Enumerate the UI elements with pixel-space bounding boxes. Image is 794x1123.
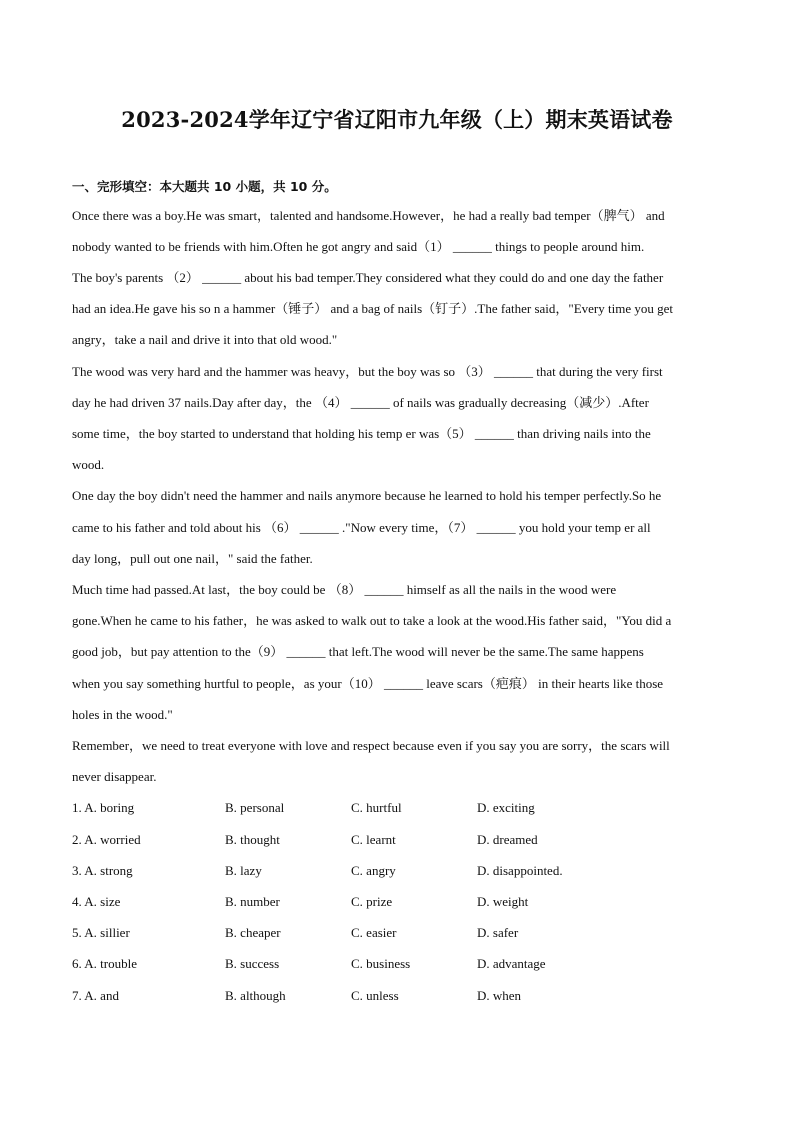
passage-line: holes in the wood.": [72, 707, 173, 722]
option-b: B. thought: [225, 832, 280, 847]
passage-line: day long，pull out one nail，" said the father.: [72, 551, 313, 566]
option-b: B. lazy: [225, 863, 262, 878]
option-c: C. prize: [351, 894, 393, 909]
passage-line: One day the boy didn't need the hammer and nails anymore because he learned to hold his temper perfectly.So he: [72, 488, 662, 503]
option-a: 3. A. strong: [72, 863, 133, 878]
option-c: C. business: [351, 956, 411, 971]
option-c: C. unless: [351, 988, 399, 1003]
question-row: [72, 956, 722, 972]
option-b: B. personal: [225, 800, 285, 815]
passage-line: day he had driven 37 nails.Day after day，the （4） ______ of nails was gradually decreasing（减少）.After: [72, 395, 649, 410]
option-d: D. when: [477, 988, 522, 1003]
option-d: D. safer: [477, 925, 519, 940]
option-a: 5. A. sillier: [72, 925, 130, 940]
option-b: B. success: [225, 956, 280, 971]
option-c: C. hurtful: [351, 800, 402, 815]
option-a: 1. A. boring: [72, 800, 135, 815]
passage-line: some time，the boy started to understand that holding his temp er was（5） ______ than driving nails into the: [72, 426, 651, 441]
question-row: [72, 988, 722, 1004]
option-d: D. disappointed.: [477, 863, 563, 878]
passage-line: when you say something hurtful to people，as your（10） ______ leave scars（疤痕） in their hearts like those: [72, 676, 664, 691]
option-b: B. although: [225, 988, 286, 1003]
option-a: 6. A. trouble: [72, 956, 137, 971]
passage-line: Once there was a boy.He was smart，talented and handsome.However，he had a really bad temper（脾气） and: [72, 208, 665, 223]
question-row: [72, 925, 722, 941]
question-row: [72, 832, 722, 848]
option-d: D. advantage: [477, 956, 546, 971]
option-c: C. easier: [351, 925, 397, 940]
option-c: C. learnt: [351, 832, 396, 847]
passage-line: good job，but pay attention to the（9） ______ that left.The wood will never be the same.The same happens: [72, 644, 644, 659]
option-d: D. weight: [477, 894, 529, 909]
passage-line: nobody wanted to be friends with him.Often he got angry and said（1） ______ things to people around him.: [72, 239, 645, 254]
option-a: 2. A. worried: [72, 832, 141, 847]
passage-line: The boy's parents （2） ______ about his bad temper.They considered what they could do and one day the father: [72, 270, 664, 285]
option-d: D. exciting: [477, 800, 535, 815]
passage-line: wood.: [72, 457, 105, 472]
option-d: D. dreamed: [477, 832, 538, 847]
question-row: [72, 894, 722, 910]
passage-line: Much time had passed.At last，the boy could be （8） ______ himself as all the nails in the wood were: [72, 582, 617, 597]
option-c: C. angry: [351, 863, 396, 878]
passage-line: never disappear.: [72, 769, 157, 784]
passage-line: angry，take a nail and drive it into that old wood.": [72, 332, 338, 347]
passage-line: came to his father and told about his （6） ______ ."Now every time，（7） ______ you hold your temp er all: [72, 520, 651, 535]
passage-line: Remember，we need to treat everyone with love and respect because even if you say you are sorry，the scars will: [72, 738, 670, 753]
section-heading: 一、完形填空：本大题共 10 小题，共 10 分。: [72, 179, 337, 194]
question-row: [72, 800, 722, 816]
option-b: B. cheaper: [225, 925, 281, 940]
passage-line: had an idea.He gave his so n a hammer（锤子） and a bag of nails（钉子）.The father said，"Every time you get: [72, 301, 673, 316]
page-title: 2023-2024学年辽宁省辽阳市九年级（上）期末英语试卷: [121, 107, 673, 132]
question-row: [72, 863, 722, 879]
option-a: 4. A. size: [72, 894, 121, 909]
passage-line: The wood was very hard and the hammer was heavy，but the boy was so （3） ______ that during the very first: [72, 364, 663, 379]
option-a: 7. A. and: [72, 988, 119, 1003]
passage-line: gone.When he came to his father，he was asked to walk out to take a look at the wood.His father said，"You did a: [72, 613, 672, 628]
option-b: B. number: [225, 894, 280, 909]
